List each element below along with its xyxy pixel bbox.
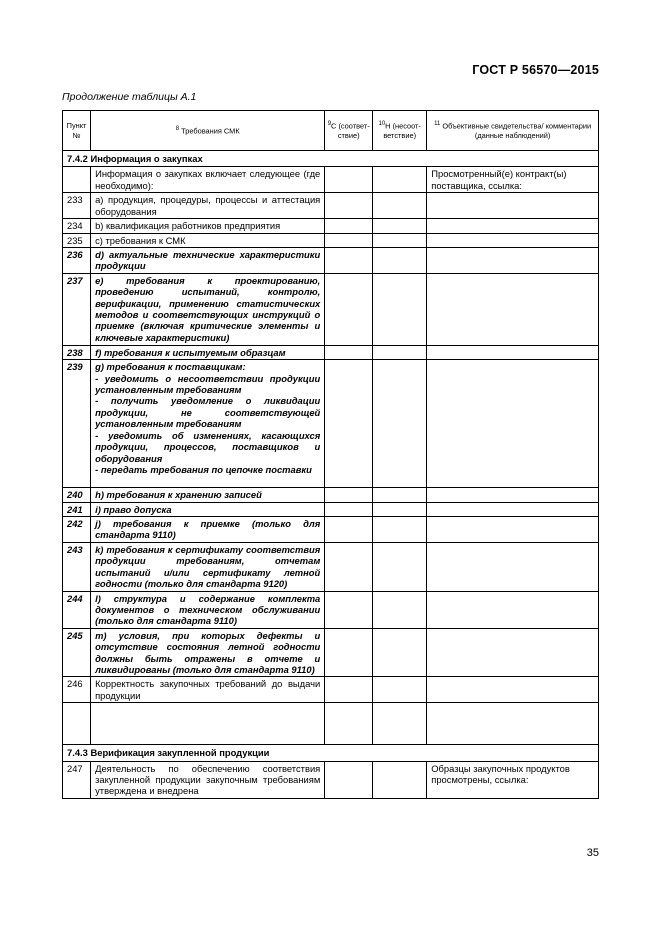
section-row	[63, 151, 599, 167]
header-num: Пункт №	[63, 111, 91, 151]
page-number: 35	[586, 847, 599, 859]
section-title: 7.4.2 Информация о закупках	[63, 151, 599, 167]
empty-row	[63, 703, 599, 745]
table-row: 238 f) требования к испытуемым образцам	[63, 345, 599, 359]
table-row: 244 l) структура и содержание комплекта документов о техническом обслуживании (только для стандарта 9110)	[63, 591, 599, 628]
table-row: 236 d) актуальные технические характеристики продукции	[63, 248, 599, 274]
table-row: 235 c) требования к СМК	[63, 233, 599, 247]
header-compliance: $^9$С (соответ-ствие)	[325, 111, 373, 151]
table-row: 239 g) требования к поставщикам: - уведомить о несоответствии продукции установленным требованиям - получить уведомление о ликвидации продукции, не соответствующей установленным требованиям - уведомить об изменениях, касающихся продукции, процессов, поставщиков и оборудования - передать требования по цепочке поставки	[63, 360, 599, 488]
header-requirements: $^8$ Требования СМК	[91, 111, 325, 151]
table-row: 247 Деятельность по обеспечению соответствия закупленной продукции закупочным требованиям утверждена и внедрена Образцы закупочных продуктов просмотрены, ссылка:	[63, 761, 599, 798]
standard-header: ГОСТ Р 56570—2015	[472, 63, 599, 77]
table-row: 240 h) требования к хранению записей	[63, 488, 599, 502]
table-caption: Продолжение таблицы А.1	[62, 91, 197, 103]
requirements-table	[62, 110, 599, 799]
header-evidence: $^{11}$ Объективные свидетельства/ комментарии (данные наблюдений)	[427, 111, 599, 151]
table-header-row	[63, 111, 599, 151]
evidence-cell: Образцы закупочных продуктов просмотрены, ссылка:	[427, 761, 599, 798]
header-noncompliance: $^{10}$Н (несоот-ветствие)	[373, 111, 427, 151]
table-row: 242 j) требования к приемке (только для стандарта 9110)	[63, 517, 599, 543]
table-row: 234 b) квалификация работников предприятия	[63, 219, 599, 233]
intro-text: Информация о закупках включает следующее (где необходимо):	[91, 167, 325, 193]
table-row: 246 Корректность закупочных требований до выдачи продукции	[63, 677, 599, 703]
table-row: 241 i) право допуска	[63, 502, 599, 516]
table-row: 243 k) требования к сертификату соответствия продукции требованиям, отчетам испытаний и/или сертификату летной годности (только для стандарта 9120)	[63, 542, 599, 591]
evidence-cell: Просмотренный(е) контракт(ы) поставщика, ссылка:	[427, 167, 599, 193]
table-row: 237 e) требования к проектированию, проведению испытаний, контролю, верификации, применению статистических методов и соответствующих инструкций о приемке (включая критические элементы и ключевые характеристики)	[63, 273, 599, 345]
table-row: 233 a) продукция, процедуры, процессы и аттестация оборудования	[63, 193, 599, 219]
section-row	[63, 745, 599, 761]
table-row	[63, 167, 599, 193]
section-title: 7.4.3 Верификация закупленной продукции	[63, 745, 599, 761]
table-row: 245 m) условия, при которых дефекты и отсутствие состояния летной годности должны быть отражены в отчете и ликвидированы (только для стандарта 9110)	[63, 628, 599, 677]
